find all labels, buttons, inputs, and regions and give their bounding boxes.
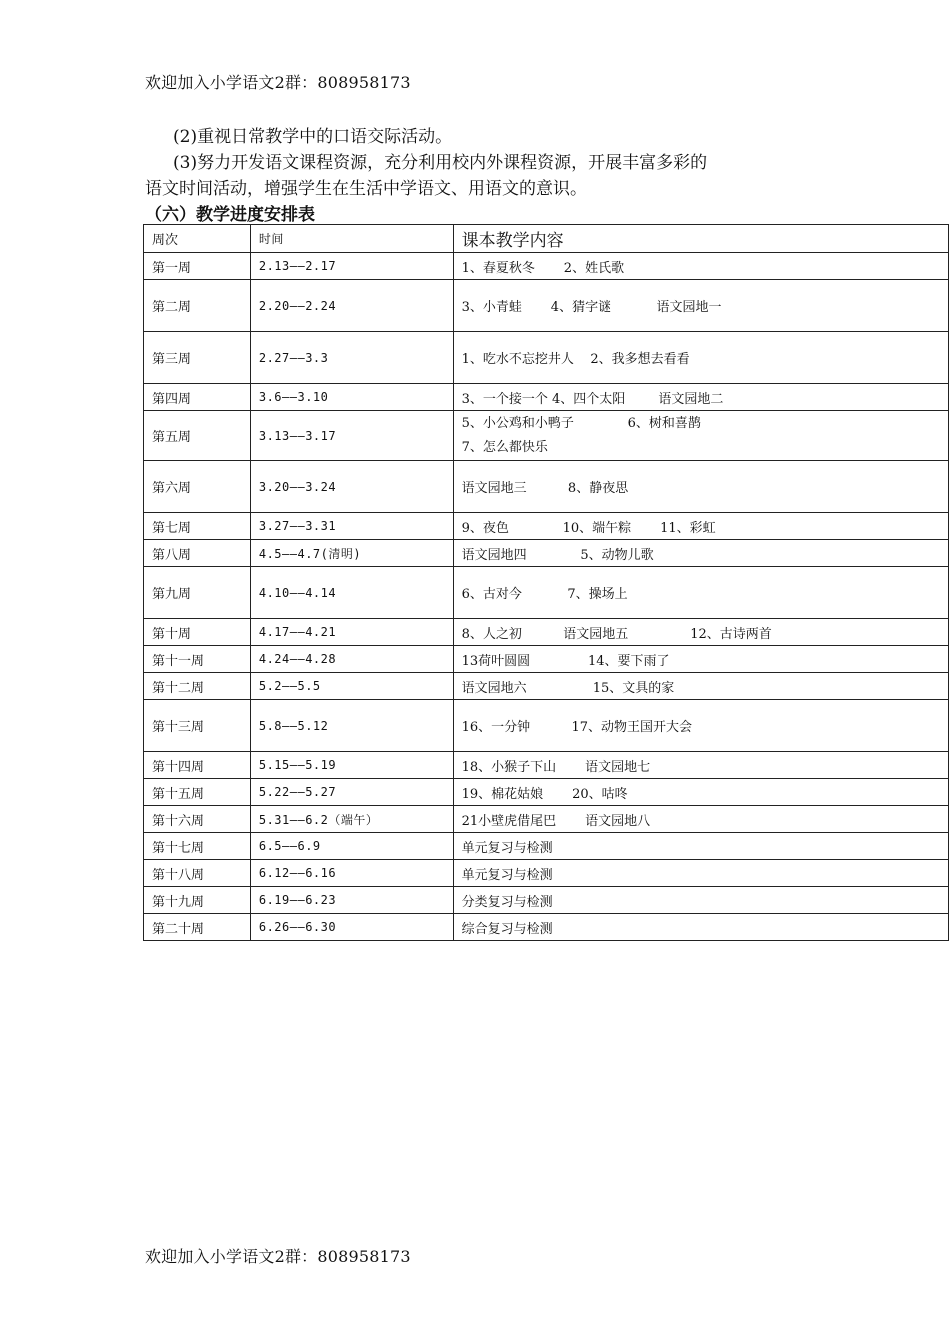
week-cell: 第十八周 xyxy=(144,860,251,887)
week-cell: 第一周 xyxy=(144,253,251,280)
table-row xyxy=(144,332,949,384)
time-cell: 6.26——6.30 xyxy=(250,914,453,941)
table-row xyxy=(144,700,949,752)
table-row xyxy=(144,384,949,411)
time-cell: 6.5——6.9 xyxy=(250,833,453,860)
content-cell: 1、吃水不忘挖井人 2、我多想去看看 xyxy=(453,332,948,384)
time-cell: 5.8——5.12 xyxy=(250,700,453,752)
table-header-row xyxy=(144,225,949,253)
table-row xyxy=(144,806,949,833)
time-cell: 3.13——3.17 xyxy=(250,411,453,461)
time-cell: 4.10——4.14 xyxy=(250,567,453,619)
table-row xyxy=(144,461,949,513)
content-cell: 16、一分钟 17、动物王国开大会 xyxy=(453,700,948,752)
time-cell: 5.31——6.2（端午） xyxy=(250,806,453,833)
time-cell: 2.27——3.3 xyxy=(250,332,453,384)
content-cell: 综合复习与检测 xyxy=(453,914,948,941)
paragraph-oral-communication xyxy=(145,124,845,150)
time-cell: 4.17——4.21 xyxy=(250,619,453,646)
time-cell: 2.20——2.24 xyxy=(250,280,453,332)
content-cell: 语文园地六 15、文具的家 xyxy=(453,673,948,700)
content-cell: 21小壁虎借尾巴 语文园地八 xyxy=(453,806,948,833)
time-cell: 3.27——3.31 xyxy=(250,513,453,540)
column-header-time: 时间 xyxy=(250,225,453,253)
paragraph-line: 语文时间活动，增强学生在生活中学语文、用语文的意识。 xyxy=(145,179,587,199)
table-row xyxy=(144,567,949,619)
time-cell: 6.19——6.23 xyxy=(250,887,453,914)
content-cell: 5、小公鸡和小鸭子 6、树和喜鹊 7、怎么都快乐 xyxy=(453,411,948,461)
week-cell: 第二周 xyxy=(144,280,251,332)
content-cell: 语文园地三 8、静夜思 xyxy=(453,461,948,513)
table-row xyxy=(144,540,949,567)
table-row xyxy=(144,619,949,646)
week-cell: 第七周 xyxy=(144,513,251,540)
section-title: （六）教学进度安排表 xyxy=(145,205,315,225)
page-footer: 欢迎加入小学语文2群：808958173 xyxy=(145,1247,411,1266)
week-cell: 第二十周 xyxy=(144,914,251,941)
paragraph-text: (2)重视日常教学中的口语交际活动。 xyxy=(173,127,453,147)
table-row xyxy=(144,914,949,941)
paragraph-course-resources xyxy=(145,150,845,202)
table-row xyxy=(144,779,949,806)
table-row xyxy=(144,752,949,779)
table-row xyxy=(144,411,949,461)
schedule-table xyxy=(143,224,949,941)
content-cell: 1、春夏秋冬 2、姓氏歌 xyxy=(453,253,948,280)
time-cell: 5.22——5.27 xyxy=(250,779,453,806)
time-cell: 3.6——3.10 xyxy=(250,384,453,411)
content-cell: 13荷叶圆圆 14、要下雨了 xyxy=(453,646,948,673)
paragraph-line: (3)努力开发语文课程资源，充分利用校内外课程资源，开展丰富多彩的 xyxy=(173,153,708,173)
table-row xyxy=(144,673,949,700)
week-cell: 第八周 xyxy=(144,540,251,567)
time-cell: 6.12——6.16 xyxy=(250,860,453,887)
content-cell: 3、小青蛙 4、猜字谜 语文园地一 xyxy=(453,280,948,332)
content-cell: 6、古对今 7、操场上 xyxy=(453,567,948,619)
content-cell: 分类复习与检测 xyxy=(453,887,948,914)
week-cell: 第十一周 xyxy=(144,646,251,673)
week-cell: 第四周 xyxy=(144,384,251,411)
week-cell: 第十五周 xyxy=(144,779,251,806)
week-cell: 第五周 xyxy=(144,411,251,461)
week-cell: 第十七周 xyxy=(144,833,251,860)
week-cell: 第十周 xyxy=(144,619,251,646)
content-cell: 单元复习与检测 xyxy=(453,860,948,887)
table-row xyxy=(144,513,949,540)
column-header-week: 周次 xyxy=(144,225,251,253)
content-cell: 3、一个接一个 4、四个太阳 语文园地二 xyxy=(453,384,948,411)
table-row xyxy=(144,860,949,887)
page-header: 欢迎加入小学语文2群：808958173 xyxy=(145,73,411,92)
week-cell: 第十九周 xyxy=(144,887,251,914)
content-cell: 18、小猴子下山 语文园地七 xyxy=(453,752,948,779)
table-row xyxy=(144,646,949,673)
content-cell: 8、人之初 语文园地五 12、古诗两首 xyxy=(453,619,948,646)
time-cell: 5.2——5.5 xyxy=(250,673,453,700)
week-cell: 第十二周 xyxy=(144,673,251,700)
content-cell: 语文园地四 5、动物儿歌 xyxy=(453,540,948,567)
table-row xyxy=(144,833,949,860)
time-cell: 2.13——2.17 xyxy=(250,253,453,280)
week-cell: 第十四周 xyxy=(144,752,251,779)
week-cell: 第六周 xyxy=(144,461,251,513)
week-cell: 第十六周 xyxy=(144,806,251,833)
column-header-content: 课本教学内容 xyxy=(453,225,948,253)
time-cell: 3.20——3.24 xyxy=(250,461,453,513)
time-cell: 5.15——5.19 xyxy=(250,752,453,779)
table-row xyxy=(144,280,949,332)
table-row xyxy=(144,887,949,914)
week-cell: 第十三周 xyxy=(144,700,251,752)
time-cell: 4.24——4.28 xyxy=(250,646,453,673)
content-cell: 9、夜色 10、端午粽 11、彩虹 xyxy=(453,513,948,540)
time-cell: 4.5——4.7(清明) xyxy=(250,540,453,567)
week-cell: 第三周 xyxy=(144,332,251,384)
content-cell: 单元复习与检测 xyxy=(453,833,948,860)
content-cell: 19、棉花姑娘 20、咕咚 xyxy=(453,779,948,806)
table-row xyxy=(144,253,949,280)
week-cell: 第九周 xyxy=(144,567,251,619)
